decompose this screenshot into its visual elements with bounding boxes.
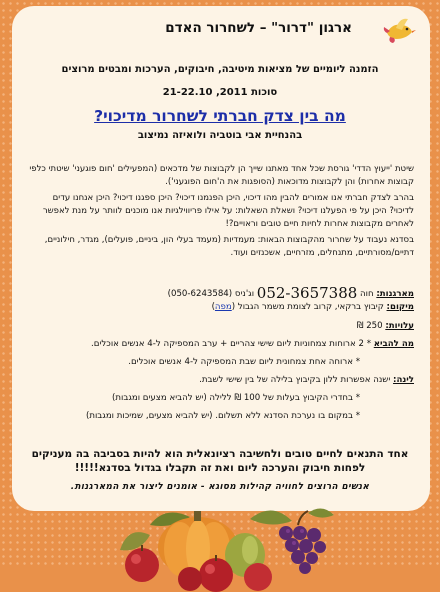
bring-item-1: * 2 ארוחות צמחוניות ליום שישי צהריים + ערב המספיקה ל-4 אנשים אוכלים.	[91, 339, 372, 349]
closing-line-2: לפחות חיבוק והערכה ליום ואת זה תקבלו בגדול בסדנא!!!!!	[74, 462, 366, 474]
location-row	[212, 302, 414, 312]
organizer-phone-2: (050-6243584)	[167, 289, 233, 299]
organizer-phone-1: 052-3657388	[256, 284, 358, 302]
bring-item-2: * ארוחה אחת צמחונית ליום שבת המספיקה ל-4 אנשים אוכלים.	[128, 357, 360, 367]
dove-bird-icon	[382, 15, 416, 45]
bring-row	[91, 339, 414, 349]
facilitators: בהנחיית אבי בוטביה ולואיזה נמיצוב	[137, 130, 303, 141]
flyer-content	[22, 6, 418, 511]
autumn-fruit-harvest-illustration	[0, 495, 440, 592]
lodging-row	[199, 375, 414, 385]
location-close: )	[211, 302, 215, 312]
bring-label: מה להביא	[373, 339, 414, 349]
location-value: קיבוץ ברקאי, קרוב לצומת משמר הגבול (	[231, 302, 384, 312]
cost-label: עלויות:	[385, 321, 414, 331]
closing-line-1: אחד התנאים לחיים טובים ולחשיבה רציונאלית הוא להיות בסביבה בה מעניקים	[31, 448, 409, 460]
event-dates: סוכות 2011, 21-22.10	[162, 87, 278, 98]
invitation-line: הזמנה ליומיים של מציאות מיטיבה, חיבוקים, הערכות ומבטים מרוצים	[61, 64, 379, 75]
org-name: ארגון "דרור" – לשחרור האדם	[165, 20, 352, 36]
lodging-label: לינה:	[393, 375, 414, 385]
cost-value: 250 ₪	[356, 321, 383, 331]
organizer-name-2: וג'ניס	[234, 289, 255, 299]
organizers-label: מארגנות:	[376, 289, 414, 299]
paragraph-3: בסדנא נעבוד על שחרור מהקבוצות הבאות: מעמדיות (מעמד בעלי הון, ביניים, פועלים), מגדר, חילוניים, דתיים/מסורתיים, מתנחלים, מזרחיים, אשכנזים ועוד.	[44, 235, 414, 258]
lodging-option-1: * בחדרי הקיבוץ בעלות של 100 ₪ ללילה (יש להביא מצעים ומגבות)	[112, 393, 360, 403]
flyer-card	[12, 6, 430, 511]
organizers-row	[168, 284, 414, 302]
slogan: אנשים הרוצים לחוויה קהילות מסוגא - אומנים ליצור את המארגנות.	[70, 482, 370, 492]
main-title: מה בין צדק חברתי לשחרור מדיכוי?	[94, 107, 346, 125]
location-label: מיקום:	[386, 302, 414, 312]
organizer-name-1: חוה	[360, 289, 374, 299]
lodging-option-2: * במקום בו נערכת הסדנא ללא תשלום. (יש להביא מצעים, שמיכות ומגבות)	[85, 411, 360, 421]
map-link[interactable]: מפה	[214, 302, 232, 312]
paragraph-1: שיטת 'ייעוץ הדדי' גורסת שכל אחד מאתנו שייך הן לקבוצות של מדכאים (המפעילים 'חום פוגעני' שיטתי כלפי קבוצות אחרות) והן לקבוצות מדוכאות (הסופגות את ה'חום הפוגעני').	[29, 164, 414, 187]
cost-row	[357, 321, 414, 331]
lodging-intro: ישנה אפשרות ללון בקיבוץ בלילה של בין שישי לשבת.	[199, 375, 391, 385]
paragraph-2: בהרב לצדק חברתי אנו אמורים להבין מהו דיכוי, היכן הפנמנו דיכוי? היכן ספגנו דיכוי? היכן אנחנו עדים לדיכוי? היכן על פי הפעלנו דיכוי? ושאלת השאלות: על אילו פריווילגיות אנו מוכנים לוותר על מנת לאפשר לאחרים מקבוצות אחרות לחיות חיים טובים וראויים?!	[42, 193, 414, 229]
